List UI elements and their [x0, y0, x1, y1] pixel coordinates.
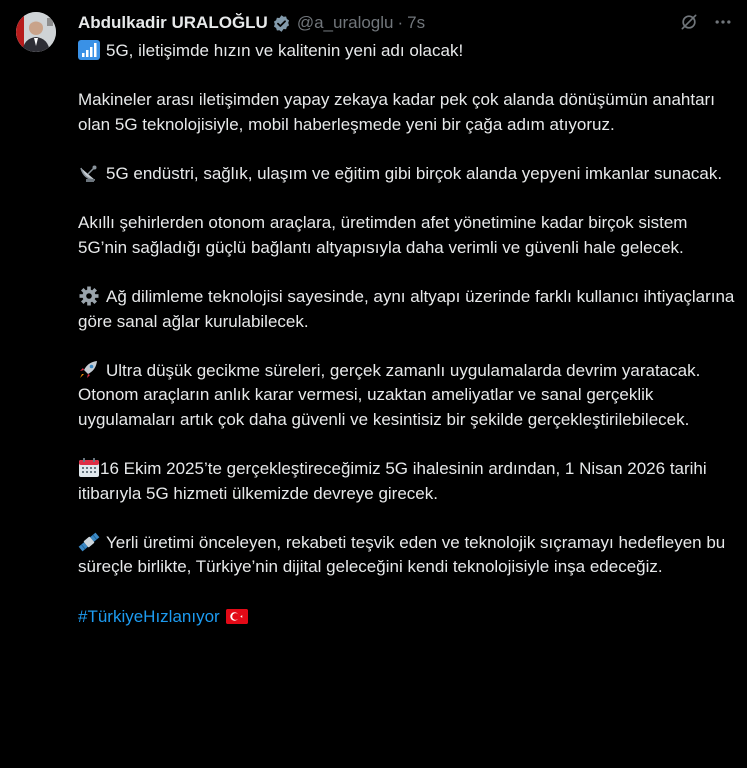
tweet-paragraph-6 — [78, 359, 738, 433]
tweet-paragraph-7 — [78, 457, 738, 506]
tweet-paragraph-6-text: Ultra düşük gecikme süreleri, gerçek zamanlı uygulamalarda devrim yaratacak. Otonom araçların anlık karar vermesi, uzaktan ameliyatlar ve sanal gerçeklik uygulamaları artık çok daha güvenli ve kesintisiz bir şekilde gerçekleştirilebilecek. — [78, 360, 701, 429]
tweet-paragraph-8-text: Yerli üretimi önceleyen, rekabeti teşvik eden ve teknolojik sıçramayı hedefleyen bu süreçle birlikte, Türkiye’nin dijital geleceğini kendi teknolojisiyle inşa edeceğiz. — [78, 532, 726, 577]
tweet-paragraph-5 — [78, 285, 738, 334]
timestamp[interactable]: 7s — [407, 13, 426, 32]
grok-icon[interactable] — [679, 12, 699, 32]
tweet-paragraph-2: Makineler arası iletişimden yapay zekaya kadar pek çok alanda dönüşümün anahtarı olan 5G teknolojisiyle, mobil haberleşmede yeni bir çağa adım atıyoruz. — [78, 90, 715, 134]
turkey-flag-emoji — [226, 609, 248, 624]
more-icon[interactable] — [713, 12, 733, 32]
rocket-emoji — [78, 360, 100, 380]
tweet-paragraph-8 — [78, 531, 738, 580]
author-handle[interactable]: @a_uraloglu — [296, 13, 394, 32]
author-name[interactable]: Abdulkadir URALOĞLU — [78, 13, 268, 32]
calendar-emoji — [78, 458, 100, 478]
gear-emoji — [78, 286, 100, 306]
separator-dot: · — [397, 13, 404, 32]
signal-bars-emoji — [78, 40, 100, 60]
tweet-line-1 — [78, 39, 738, 64]
avatar[interactable] — [16, 12, 56, 52]
tweet-paragraph-7-text: 16 Ekim 2025’te gerçekleştireceğimiz 5G ihalesinin ardından, 1 Nisan 2026 tarihi itibarıyla 5G hizmeti ülkemizde devreye girecek. — [78, 459, 707, 503]
tweet-paragraph-3 — [78, 162, 738, 187]
satellite-antenna-emoji — [78, 163, 100, 183]
tweet-line-1-text: 5G, iletişimde hızın ve kalitenin yeni adı olacak! — [106, 41, 464, 60]
tweet-actions — [679, 12, 733, 32]
tweet-paragraph-4: Akıllı şehirlerden otonom araçlara, üretimden afet yönetimine kadar birçok sistem 5G’nin sağladığı güçlü bağlantı altyapısıyla daha verimli ve güvenli hale gelecek. — [78, 213, 688, 257]
tweet-header — [78, 12, 731, 34]
tweet-hashtag-line — [78, 605, 738, 630]
tweet-paragraph-3-text: 5G endüstri, sağlık, ulaşım ve eğitim gibi birçok alanda yepyeni imkanlar sunacak. — [106, 163, 723, 183]
verified-badge-icon — [272, 14, 291, 33]
hashtag-link[interactable]: #TürkiyeHızlanıyor — [78, 606, 220, 626]
tweet-text — [78, 39, 738, 629]
tweet-paragraph-5-text: Ağ dilimleme teknolojisi sayesinde, aynı altyapı üzerinde farklı kullanıcı ihtiyaçlarına göre sanal ağlar kurulabilecek. — [78, 286, 735, 331]
satellite-emoji — [78, 532, 100, 552]
